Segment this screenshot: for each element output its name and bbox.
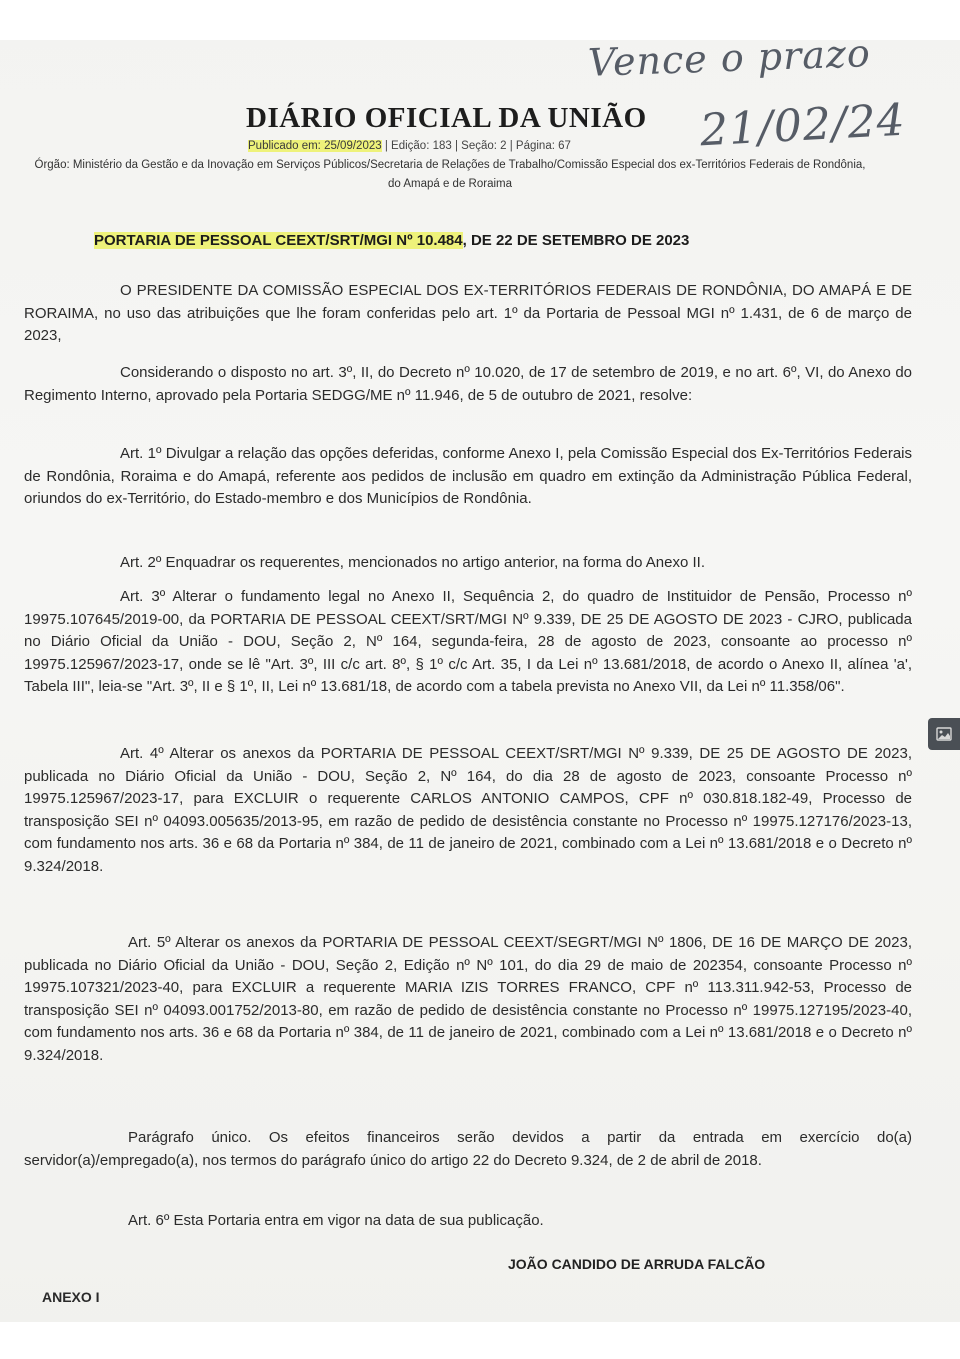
annex-heading: ANEXO I xyxy=(42,1289,100,1305)
preamble-paragraph: O PRESIDENTE DA COMISSÃO ESPECIAL DOS EX-TERRITÓRIOS FEDERAIS DE RONDÔNIA, DO AMAPÁ E DE RORAIMA, no uso das atribuições que lhe foram conferidas pelo art. 1º da Portaria de Pessoal MGI nº 1.431, de 6 de março de 2023, xyxy=(24,282,912,344)
handwritten-date: 21/02/24 xyxy=(698,94,907,157)
portaria-date: , DE 22 DE SETEMBRO DE 2023 xyxy=(462,232,690,249)
article-6: Art. 6º Esta Portaria entra em vigor na data de sua publicação. xyxy=(128,1212,544,1229)
side-thumbnail[interactable] xyxy=(928,718,960,750)
article-1: Art. 1º Divulgar a relação das opções deferidas, conforme Anexo I, pela Comissão Especial dos Ex-Territórios Federais de Rondônia, Roraima e do Amapá, referente aos pedidos de inclusão em quadro em extinção da Administração Pública Federal, oriundos do ex-Território, do Estado-membro e dos Municípios de Rondônia. xyxy=(24,445,912,507)
issuing-organ: Órgão: Ministério da Gestão e da Inovação em Serviços Públicos/Secretaria de Relações de Trabalho/Comissão Especial dos ex-Territórios Federais de Rondônia, do Amapá e de Roraima xyxy=(34,159,866,190)
publication-info xyxy=(248,140,571,152)
article-3: Art. 3º Alterar o fundamento legal no Anexo II, Sequência 2, do quadro de Instituidor de Pensão, Processo nº 19975.107645/2019-00, da PORTARIA DE PESSOAL CEEXT/SRT/MGI Nº 9.339, DE 25 DE AGOSTO DE 2023 - CJRO, publicada no Diário Oficial da União - DOU, Seção 2, Nº 164, segunda-feira, 28 de agosto de 2023, consoante ao processo nº 19975.125967/2023-17, onde se lê "Art. 3º, III c/c art. 8º, § 1º c/c Art. 35, I da Lei nº 13.681/2018, de acordo o Anexo II, alínea 'a', Tabela III", leia-se "Art. 3º, II e § 1º, II, Lei nº 13.681/18, de acordo com a tabela prevista no Anexo VII, da Lei nº 11.358/06". xyxy=(24,588,912,695)
publication-date: Publicado em: 25/09/2023 xyxy=(248,140,382,152)
considerando-paragraph: Considerando o disposto no art. 3º, II, do Decreto nº 10.020, de 17 de setembro de 2019, e no art. 6º, VI, do Anexo do Regimento Interno, aprovado pela Portaria SEDGG/ME nº 11.946, de 5 de outubro de 2021, resolve: xyxy=(24,364,912,404)
article-5: Art. 5º Alterar os anexos da PORTARIA DE PESSOAL CEEXT/SEGRT/MGI Nº 1806, DE 16 DE MARÇO DE 2023, publicada no Diário Oficial da União - DOU, Seção 2, Edição nº Nº 101, do dia 29 de maio de 202354, consoante Processo nº 19975.107321/2023-40, para EXCLUIR a requerente MARIA IZIS TORRES FRANCO, CPF nº 113.311.942-53, Processo de transposição SEI nº 04093.001752/2013-80, em razão de pedido de desistência constante no Processo nº 19975.127195/2023-40, com fundamento nos arts. 36 e 68 da Portaria nº 384, de 11 de janeiro de 2021, combinado com a Lei nº 13.681/2018 e o Decreto nº 9.324/2018. xyxy=(24,934,912,1064)
paragrafo-unico: Parágrafo único. Os efeitos financeiros serão devidos a partir da entrada em exercício do(a) servidor(a)/empregado(a), nos termos do parágrafo único do artigo 22 do Decreto 9.324, de 2 de abril de 2018. xyxy=(24,1129,912,1169)
edition-info: | Edição: 183 | Seção: 2 | Página: 67 xyxy=(384,140,571,152)
portaria-number: PORTARIA DE PESSOAL CEEXT/SRT/MGI Nº 10.484 xyxy=(94,232,463,249)
page-bottom-margin xyxy=(0,1322,960,1359)
handwritten-note: Vence o prazo xyxy=(587,31,872,85)
article-4: Art. 4º Alterar os anexos da PORTARIA DE PESSOAL CEEXT/SRT/MGI Nº 9.339, DE 25 DE AGOSTO DE 2023, publicada no Diário Oficial da União - DOU, Seção 2, Nº 164, do dia 28 de agosto de 2023, consoante Processo nº 19975.125967/2023-17, para EXCLUIR o requerente CARLOS ANTONIO CAMPOS, CPF nº 030.818.182-49, Processo de transposição SEI nº 04093.005635/2013-95, em razão de pedido de desistência constante no Processo nº 19975.127176/2023-13, com fundamento nos arts. 36 e 68 da Portaria nº 384, de 11 de janeiro de 2021, combinado com a Lei nº 13.681/2018 e o Decreto nº 9.324/2018. xyxy=(24,745,912,875)
signature-name: JOÃO CANDIDO DE ARRUDA FALCÃO xyxy=(508,1256,766,1272)
image-thumbnail-icon xyxy=(936,726,952,742)
gazette-title: DIÁRIO OFICIAL DA UNIÃO xyxy=(246,102,647,134)
article-2: Art. 2º Enquadrar os requerentes, mencionados no artigo anterior, na forma do Anexo II. xyxy=(120,554,705,571)
portaria-title xyxy=(94,232,854,249)
